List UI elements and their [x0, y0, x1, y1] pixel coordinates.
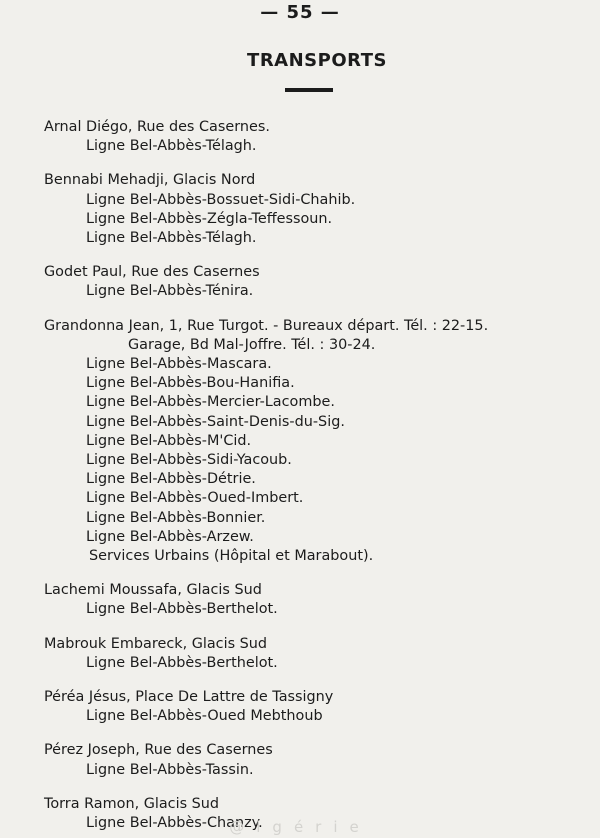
entry-header: Torra Ramon, Glacis Sud: [44, 795, 220, 812]
route-line: Ligne Bel-Abbès-Bou-Hanifia.: [86, 375, 295, 392]
entry-header: Mabrouk Embareck, Glacis Sud: [44, 635, 268, 652]
route-line: Ligne Bel-Abbès-Berthelot.: [86, 654, 278, 671]
list-item: [44, 581, 594, 619]
entry-header: Péréa Jésus, Place De Lattre de Tassigny: [44, 689, 334, 706]
route-line: Ligne Bel-Abbès-Télagh.: [86, 138, 257, 155]
list-item: [44, 263, 594, 301]
route-line: Ligne Bel-Abbès-Bonnier.: [86, 509, 266, 526]
list-item: [44, 635, 594, 673]
entry-continuation: Garage, Bd Mal-Joffre. Tél. : 30-24.: [128, 336, 376, 353]
route-line: Ligne Bel-Abbès-Ténira.: [86, 283, 254, 300]
entry-header: Grandonna Jean, 1, Rue Turgot. - Bureaux départ. Tél. : 22-15.: [44, 317, 489, 334]
route-line: Ligne Bel-Abbès-Berthelot.: [86, 601, 278, 618]
route-line: Ligne Bel-Abbès-Mascara.: [86, 356, 272, 373]
list-item: [44, 171, 594, 248]
route-line: Ligne Bel-Abbès-Détrie.: [86, 471, 256, 488]
route-line: Ligne Bel-Abbès-Sidi-Yacoub.: [86, 452, 292, 469]
entry-header: Pérez Joseph, Rue des Casernes: [44, 742, 273, 759]
route-line: Ligne Bel-Abbès-Arzew.: [86, 528, 254, 545]
route-line: Ligne Bel-Abbès-Chanzy.: [86, 815, 263, 832]
route-line: Ligne Bel-Abbès-Saint-Denis-du-Sig.: [86, 413, 345, 430]
route-line: Ligne Bel-Abbès-Oued Mebthoub: [86, 708, 323, 725]
route-line: Ligne Bel-Abbès-Télagh.: [86, 230, 257, 247]
section-title: TRANSPORTS: [247, 50, 387, 71]
entry-header: Arnal Diégo, Rue des Casernes.: [44, 119, 270, 135]
route-line: Ligne Bel-Abbès-Bossuet-Sidi-Chahib.: [86, 191, 356, 208]
transport-list: [44, 118, 594, 833]
route-line: Ligne Bel-Abbès-Zégla-Teffessoun.: [86, 210, 333, 227]
list-item: [44, 118, 594, 156]
entry-header: Lachemi Moussafa, Glacis Sud: [44, 582, 262, 599]
route-line: Ligne Bel-Abbès-Tassin.: [86, 761, 254, 778]
list-item: [44, 688, 594, 726]
list-item: [44, 741, 594, 779]
services-line: Services Urbains (Hôpital et Marabout).: [89, 548, 374, 565]
page-number: — 55 —: [260, 2, 340, 23]
route-line: Ligne Bel-Abbès-Oued-Imbert.: [86, 490, 304, 507]
entry-header: Godet Paul, Rue des Casernes: [44, 264, 260, 281]
entry-header: Bennabi Mehadji, Glacis Nord: [44, 172, 256, 189]
title-underline: [285, 88, 333, 92]
route-line: Ligne Bel-Abbès-M'Cid.: [86, 432, 252, 449]
route-line: Ligne Bel-Abbès-Mercier-Lacombe.: [86, 394, 335, 411]
watermark: @lgérie: [229, 818, 371, 836]
list-item: [44, 317, 594, 567]
